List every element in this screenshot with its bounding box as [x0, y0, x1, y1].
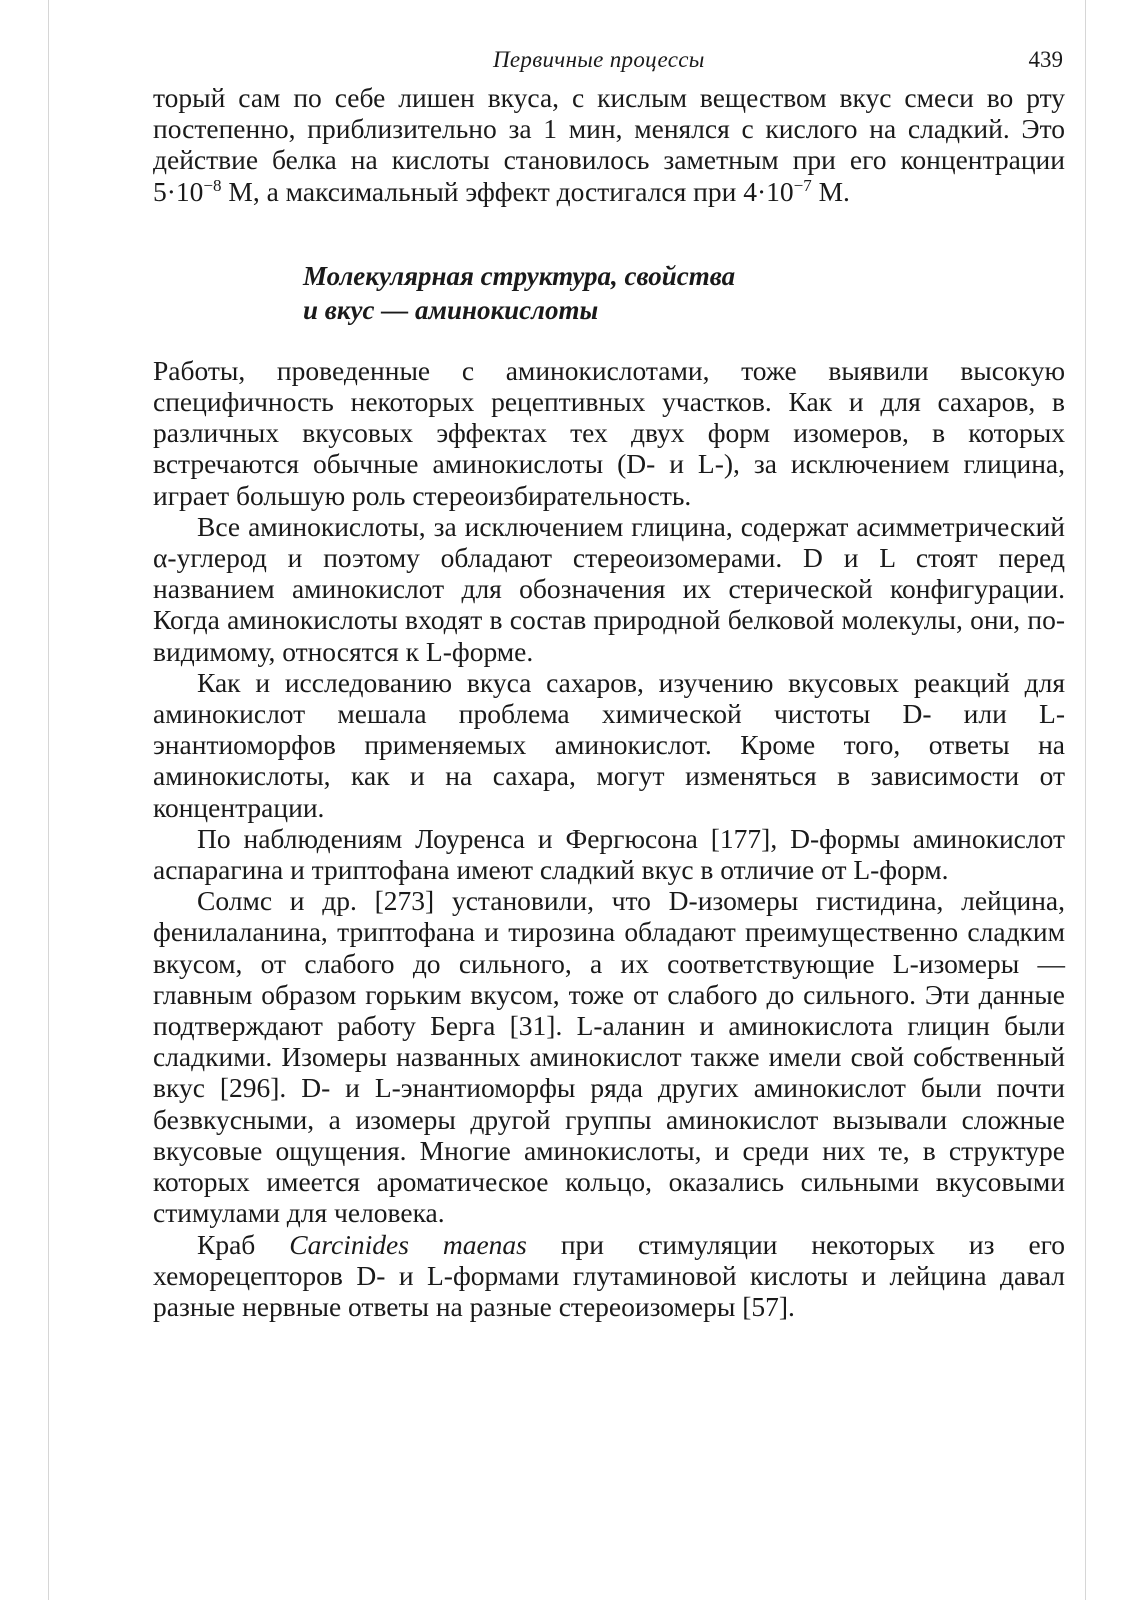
exponent-2: −7 — [793, 175, 812, 195]
section-heading-line-2: и вкус — аминокислоты — [303, 294, 599, 325]
page-number: 439 — [1028, 47, 1063, 72]
book-page — [48, 0, 1086, 1600]
paragraph-6-text-2: при стимуляции некоторых из его хеморецепторов D- и L-формами глутаминовой кислоты и лейцина давал разные нервные ответы на разные стереоизомеры [57]. — [153, 1228, 1065, 1322]
paragraph-6-text-1: Краб — [197, 1228, 290, 1260]
page-content — [153, 38, 1065, 1322]
paragraph-4: По наблюдениям Лоуренса и Фергюсона [177], D-формы аминокислот аспарагина и триптофана имеют сладкий вкус в отличие от L-форм. — [153, 822, 1065, 886]
intro-text-1: торый сам по себе лишен вкуса, с кислым веществом вкус смеси во рту постепенно, приблизительно за 1 мин, менялся с кислого на сладкий. Это действие белка на кислоты становилось заметным при его концентрации 5·10 — [153, 82, 1065, 207]
intro-paragraph — [153, 82, 1065, 207]
paragraph-6 — [153, 1229, 1065, 1323]
paragraph-3: Как и исследованию вкуса сахаров, изучению вкусовых реакций для аминокислот мешала проблема химической чистоты D- или L-энантиоморфов применяемых аминокислот. Кроме того, ответы на аминокислоты, как и на сахара, могут изменяться в зависимости от концентрации. — [153, 666, 1065, 823]
running-title: Первичные процессы — [493, 47, 705, 72]
paragraph-1: Работы, проведенные с аминокислотами, тоже выявили высокую специфичность некоторых рецептивных участков. Как и для сахаров, в различных вкусовых эффектах тех двух форм изомеров, в которых встречаются обычные аминокислоты (D- и L-), за исключением глицина, играет большую роль стереоизбирательность. — [153, 354, 1065, 511]
section-heading-line-1: Молекулярная структура, свойства — [303, 260, 736, 291]
intro-text-3: М. — [811, 175, 850, 207]
species-name: Carcinides maenas — [289, 1228, 527, 1260]
paragraph-5: Солмс и др. [273] установили, что D-изомеры гистидина, лейцина, фенилаланина, триптофана и тирозина обладают преимущественно сладким вкусом, от слабого до сильного, а их соответствующие L-изомеры — главным образом горьким вкусом, тоже от слабого до сильного. Эти данные подтверждают работу Берга [31]. L-аланин и аминокислота глицин были сладкими. Изомеры названных аминокислот также имели свой собственный вкус [296]. D- и L-энантиоморфы ряда других аминокислот были почти безвкусными, а изомеры другой группы аминокислот вызывали сложные вкусовые ощущения. Многие аминокислоты, и среди них те, в структуре которых имеется ароматическое кольцо, оказались сильными вкусовыми стимулами для человека. — [153, 885, 1065, 1229]
page-header — [153, 38, 1065, 82]
paragraph-2: Все аминокислоты, за исключением глицина, содержат асимметрический α-углерод и поэтому обладают стереоизомерами. D и L стоят перед названием аминокислот для обозначения их стерической конфигурации. Когда аминокислоты входят в состав природной белковой молекулы, они, по-видимому, относятся к L-форме. — [153, 510, 1065, 667]
section-heading — [153, 259, 1065, 327]
intro-text-2: М, а максимальный эффект достигался при 4·10 — [221, 175, 794, 207]
exponent-1: −8 — [203, 175, 222, 195]
